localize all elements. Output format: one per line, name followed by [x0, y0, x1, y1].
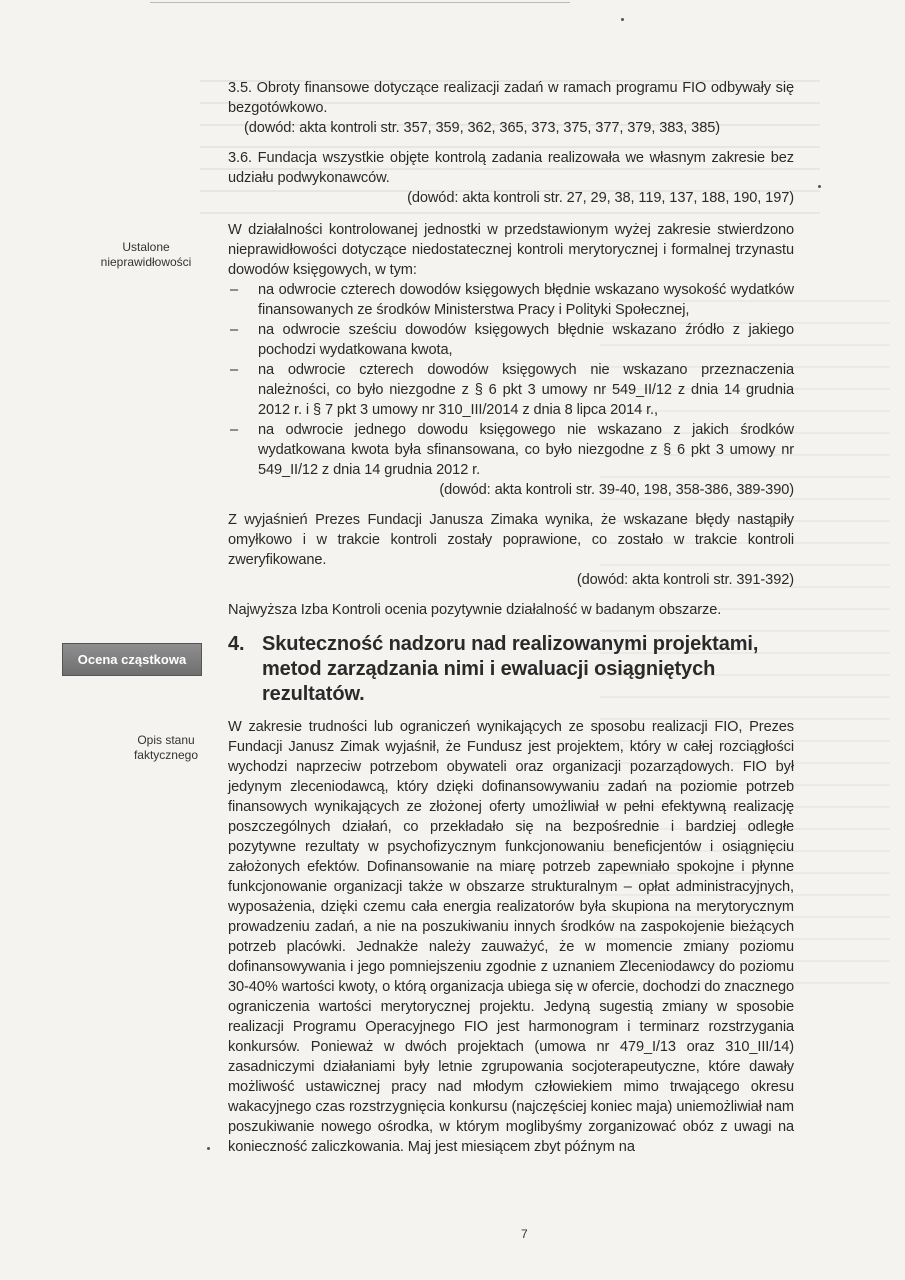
- explanation-paragraph: Z wyjaśnień Prezes Fundacji Janusza Zimaka wynika, że wskazane błędy nastąpiły omyłkowo i w trakcie kontroli zostały poprawione, co zostało w trakcie kontroli zweryfikowane.: [228, 512, 794, 568]
- irregularities-list: [228, 280, 794, 480]
- list-item: – na odwrocie sześciu dowodów księgowych błędnie wskazano źródło z jakiego pochodzi wydatkowana kwota,: [228, 320, 794, 360]
- scan-speck: [621, 18, 624, 21]
- margin-label-facts: Opis stanu faktycznego: [133, 733, 199, 762]
- page-number: 7: [521, 1227, 528, 1241]
- evidence-reference: (dowód: akta kontroli str. 39-40, 198, 358-386, 389-390): [439, 482, 794, 498]
- scan-edge-line: [150, 2, 570, 3]
- evidence-reference: (dowód: akta kontroli str. 357, 359, 362, 365, 373, 375, 377, 379, 383, 385): [244, 120, 720, 136]
- main-text: [228, 78, 794, 1157]
- evidence-reference: (dowód: akta kontroli str. 391-392): [576, 572, 794, 588]
- list-item: – na odwrocie czterech dowodów księgowych nie wskazano przeznaczenia należności, co było niezgodne z § 6 pkt 3 umowy nr 549_II/12 z dnia 14 grudnia 2012 r. i § 7 pkt 3 umowy nr 310_III/2014 z dnia 8 lipca 2014 r.,: [228, 360, 794, 420]
- evidence-reference: (dowód: akta kontroli str. 27, 29, 38, 119, 137, 188, 190, 197): [407, 190, 794, 206]
- list-item: – na odwrocie jednego dowodu księgowego nie wskazano z jakich środków wydatkowana kwota była sfinansowana, co było niezgodne z § 6 pkt 3 umowy nr 549_II/12 z dnia 14 grudnia 2012 r.: [228, 420, 794, 480]
- paragraph-3-5: 3.5. Obroty finansowe dotyczące realizacji zadań w ramach programu FIO odbywały się bezgotówkowo.: [228, 80, 794, 116]
- irregularities-intro: W działalności kontrolowanej jednostki w przedstawionym wyżej zakresie stwierdzono nieprawidłowości dotyczące niedostatecznej kontroli merytorycznej i formalnej trzynastu dowodów księgowych, w tym:: [228, 222, 794, 278]
- paragraph-3-6: 3.6. Fundacja wszystkie objęte kontrolą zadania realizowała we własnym zakresie bez udziału podwykonawców.: [228, 150, 794, 186]
- assessment-paragraph: Najwyższa Izba Kontroli ocenia pozytywnie działalność w badanym obszarze.: [228, 602, 722, 618]
- margin-label-irregularities: Ustalone nieprawidłowości: [100, 240, 192, 269]
- scan-speck: [818, 185, 821, 188]
- partial-assessment-badge: Ocena cząstkowa: [62, 643, 202, 676]
- facts-paragraph: W zakresie trudności lub ograniczeń wynikających ze sposobu realizacji FIO, Prezes Fundacji Janusz Zimak wyjaśnił, że Fundusz jest projektem, który w całej rozciągłości wychodzi naprzeciw potrzebom obywateli oraz organizacji pozarządowych. FIO był jedynym zleceniodawcą, który dzięki dofinansowywaniu zadań na poziomie potrzeb finansowych wynikających ze złożonej oferty umożliwiał w pełni efektywną realizację poszczególnych działań, co przekładało się na bezpośrednie i bardziej odległe pozytywne rezultaty w psychofizycznym funkcjonowaniu beneficjentów i osiągnięciu założonych efektów. Dofinansowanie na miarę potrzeb zapewniało spokojne i płynne funkcjonowanie organizacji także w obszarze strukturalnym – opłat administracyjnych, wyposażenia, dzięki czemu cała energia realizatorów była skupiona na merytorycznym prowadzeniu zadań, a nie na poszukiwaniu innych środków na zaspokojenie bieżących potrzeb placówki. Jednakże należy zauważyć, że w momencie zmiany poziomu dofinansowywania i jego pomniejszeniu zgodnie z uznaniem Zleceniodawcy do poziomu 30-40% wartości kwoty, o którą organizacja ubiega się w ofercie, dochodzi do znacznego ograniczenia wartości merytorycznej projektu. Jedyną sugestią zmiany w sposobie realizacji Programu Operacyjnego FIO jest harmonogram i terminarz rozstrzygania konkursów. Ponieważ w dwóch projektach (umowa nr 479_I/13 oraz 310_III/14) zasadniczymi działaniami były letnie zgrupowania socjoterapeutyczne, które dawały możliwość ustawicznej pracy nad młodym człowiekiem mimo trwającego okresu wakacyjnego czas rozstrzygnięcia konkursu (najczęściej koniec maja) uniemożliwiał nam poszukiwanie nowego ośrodka, w którym moglibyśmy zorganizować obóz z uwagi na konieczność zaliczkowania. Maj jest miesiącem zbyt późnym na: [228, 719, 794, 1155]
- section-heading: [228, 632, 794, 707]
- list-item: – na odwrocie czterech dowodów księgowych błędnie wskazano wysokość wydatków finansowanych ze środków Ministerstwa Pracy i Polityki Społecznej,: [228, 280, 794, 320]
- scan-speck: [207, 1147, 210, 1150]
- section-number: 4.: [228, 633, 245, 655]
- section-title: Skuteczność nadzoru nad realizowanymi projektami, metod zarządzania nimi i ewaluacji osiągniętych rezultatów.: [262, 633, 759, 705]
